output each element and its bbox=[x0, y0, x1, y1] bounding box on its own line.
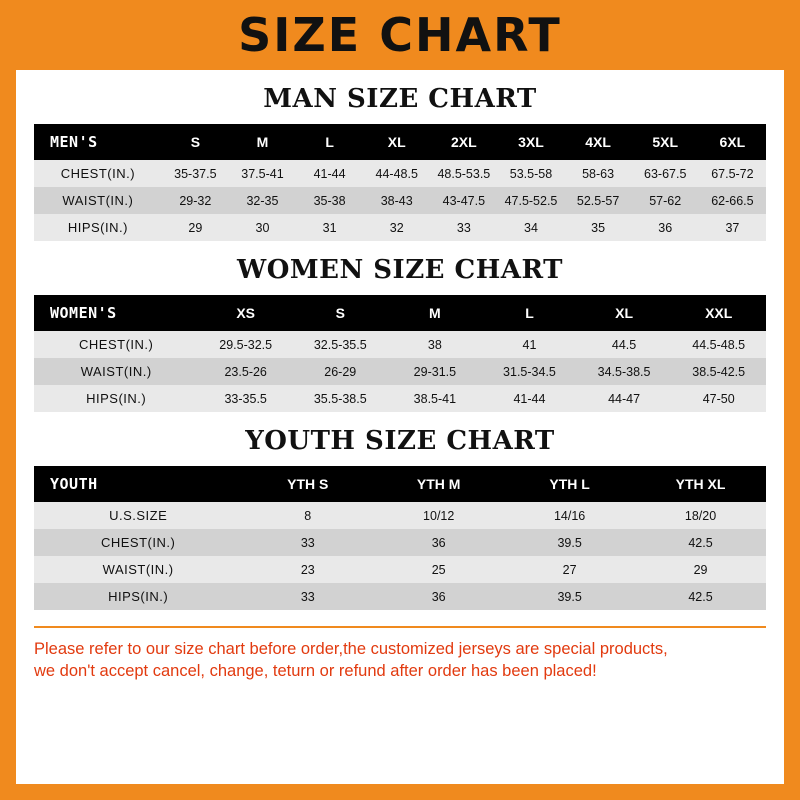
cell-value: 33 bbox=[242, 529, 373, 556]
cell-value: 41-44 bbox=[296, 160, 363, 187]
table-row bbox=[34, 502, 766, 529]
col-header-l: L bbox=[296, 124, 363, 160]
section-youth bbox=[16, 426, 784, 610]
col-header-3xl: 3XL bbox=[497, 124, 564, 160]
cell-value: 57-62 bbox=[632, 187, 699, 214]
col-header-yth-m: YTH M bbox=[373, 466, 504, 502]
table-header-row bbox=[34, 124, 766, 160]
cell-value: 37 bbox=[699, 214, 766, 241]
section-title-man: MAN SIZE CHART bbox=[263, 84, 537, 114]
cell-value: 35.5-38.5 bbox=[293, 385, 388, 412]
col-header-s: S bbox=[162, 124, 229, 160]
cell-value: 53.5-58 bbox=[497, 160, 564, 187]
col-header-yth-l: YTH L bbox=[504, 466, 635, 502]
women-table-body bbox=[34, 331, 766, 412]
cell-value: 33 bbox=[430, 214, 497, 241]
cell-value: 8 bbox=[242, 502, 373, 529]
youth-size-table bbox=[34, 466, 766, 610]
table-row bbox=[34, 529, 766, 556]
row-label-chest: CHEST(IN.) bbox=[34, 331, 198, 358]
cell-value: 47-50 bbox=[671, 385, 766, 412]
cell-value: 36 bbox=[373, 529, 504, 556]
cell-value: 47.5-52.5 bbox=[497, 187, 564, 214]
table-row bbox=[34, 160, 766, 187]
cell-value: 41-44 bbox=[482, 385, 577, 412]
cell-value: 42.5 bbox=[635, 529, 766, 556]
men-size-table bbox=[34, 124, 766, 241]
cell-value: 43-47.5 bbox=[430, 187, 497, 214]
cell-value: 44-48.5 bbox=[363, 160, 430, 187]
cell-value: 38.5-41 bbox=[388, 385, 483, 412]
cell-value: 38 bbox=[388, 331, 483, 358]
youth-table-body bbox=[34, 502, 766, 610]
cell-value: 52.5-57 bbox=[565, 187, 632, 214]
row-label-us-size: U.S.SIZE bbox=[34, 502, 242, 529]
cell-value: 35-37.5 bbox=[162, 160, 229, 187]
cell-value: 26-29 bbox=[293, 358, 388, 385]
cell-value: 44.5-48.5 bbox=[671, 331, 766, 358]
col-header-xl: XL bbox=[577, 295, 672, 331]
col-header-xs: XS bbox=[198, 295, 293, 331]
men-table-head bbox=[34, 124, 766, 160]
cell-value: 29 bbox=[162, 214, 229, 241]
cell-value: 27 bbox=[504, 556, 635, 583]
col-header-yth-s: YTH S bbox=[242, 466, 373, 502]
col-header-yth-xl: YTH XL bbox=[635, 466, 766, 502]
youth-table-head bbox=[34, 466, 766, 502]
row-label-waist: WAIST(IN.) bbox=[34, 358, 198, 385]
cell-value: 34 bbox=[497, 214, 564, 241]
row-label-waist: WAIST(IN.) bbox=[34, 187, 162, 214]
cell-value: 29-31.5 bbox=[388, 358, 483, 385]
cell-value: 35 bbox=[565, 214, 632, 241]
cell-value: 25 bbox=[373, 556, 504, 583]
col-header-youth: YOUTH bbox=[34, 466, 242, 502]
col-header-5xl: 5XL bbox=[632, 124, 699, 160]
order-policy-line-2: we don't accept cancel, change, teturn or refund after order has been placed! bbox=[34, 662, 597, 681]
cell-value: 63-67.5 bbox=[632, 160, 699, 187]
cell-value: 62-66.5 bbox=[699, 187, 766, 214]
cell-value: 31.5-34.5 bbox=[482, 358, 577, 385]
table-row bbox=[34, 556, 766, 583]
cell-value: 35-38 bbox=[296, 187, 363, 214]
cell-value: 32 bbox=[363, 214, 430, 241]
row-label-hips: HIPS(IN.) bbox=[34, 583, 242, 610]
cell-value: 67.5-72 bbox=[699, 160, 766, 187]
section-title-women: WOMEN SIZE CHART bbox=[237, 255, 563, 285]
row-label-chest: CHEST(IN.) bbox=[34, 529, 242, 556]
cell-value: 34.5-38.5 bbox=[577, 358, 672, 385]
cell-value: 14/16 bbox=[504, 502, 635, 529]
cell-value: 29.5-32.5 bbox=[198, 331, 293, 358]
col-header-mens: MEN'S bbox=[34, 124, 162, 160]
col-header-6xl: 6XL bbox=[699, 124, 766, 160]
table-header-row bbox=[34, 466, 766, 502]
cell-value: 36 bbox=[632, 214, 699, 241]
cell-value: 29 bbox=[635, 556, 766, 583]
col-header-xxl: XXL bbox=[671, 295, 766, 331]
row-label-hips: HIPS(IN.) bbox=[34, 385, 198, 412]
table-header-row bbox=[34, 295, 766, 331]
page-banner bbox=[0, 0, 800, 70]
cell-value: 37.5-41 bbox=[229, 160, 296, 187]
table-row bbox=[34, 214, 766, 241]
section-title-youth: YOUTH SIZE CHART bbox=[245, 426, 555, 456]
cell-value: 39.5 bbox=[504, 583, 635, 610]
cell-value: 36 bbox=[373, 583, 504, 610]
cell-value: 18/20 bbox=[635, 502, 766, 529]
cell-value: 39.5 bbox=[504, 529, 635, 556]
row-label-hips: HIPS(IN.) bbox=[34, 214, 162, 241]
cell-value: 48.5-53.5 bbox=[430, 160, 497, 187]
cell-value: 23 bbox=[242, 556, 373, 583]
women-size-table bbox=[34, 295, 766, 412]
table-row bbox=[34, 187, 766, 214]
cell-value: 33-35.5 bbox=[198, 385, 293, 412]
order-policy-line-1: Please refer to our size chart before order,the customized jerseys are special products, bbox=[34, 640, 668, 658]
cell-value: 32-35 bbox=[229, 187, 296, 214]
row-label-chest: CHEST(IN.) bbox=[34, 160, 162, 187]
col-header-2xl: 2XL bbox=[430, 124, 497, 160]
cell-value: 38-43 bbox=[363, 187, 430, 214]
bottom-accent-strip bbox=[0, 784, 800, 800]
col-header-xl: XL bbox=[363, 124, 430, 160]
cell-value: 58-63 bbox=[565, 160, 632, 187]
cell-value: 32.5-35.5 bbox=[293, 331, 388, 358]
col-header-4xl: 4XL bbox=[565, 124, 632, 160]
cell-value: 31 bbox=[296, 214, 363, 241]
row-label-waist: WAIST(IN.) bbox=[34, 556, 242, 583]
table-row bbox=[34, 358, 766, 385]
page-title: SIZE CHART bbox=[238, 8, 562, 62]
col-header-l: L bbox=[482, 295, 577, 331]
cell-value: 10/12 bbox=[373, 502, 504, 529]
cell-value: 33 bbox=[242, 583, 373, 610]
table-row bbox=[34, 331, 766, 358]
order-policy-note bbox=[34, 626, 766, 683]
table-row bbox=[34, 583, 766, 610]
women-table-head bbox=[34, 295, 766, 331]
section-women bbox=[16, 255, 784, 412]
cell-value: 38.5-42.5 bbox=[671, 358, 766, 385]
cell-value: 44.5 bbox=[577, 331, 672, 358]
col-header-m: M bbox=[229, 124, 296, 160]
cell-value: 44-47 bbox=[577, 385, 672, 412]
cell-value: 23.5-26 bbox=[198, 358, 293, 385]
col-header-m: M bbox=[388, 295, 483, 331]
men-table-body bbox=[34, 160, 766, 241]
col-header-womens: WOMEN'S bbox=[34, 295, 198, 331]
table-row bbox=[34, 385, 766, 412]
cell-value: 30 bbox=[229, 214, 296, 241]
section-man bbox=[16, 84, 784, 241]
col-header-s: S bbox=[293, 295, 388, 331]
cell-value: 41 bbox=[482, 331, 577, 358]
cell-value: 42.5 bbox=[635, 583, 766, 610]
cell-value: 29-32 bbox=[162, 187, 229, 214]
